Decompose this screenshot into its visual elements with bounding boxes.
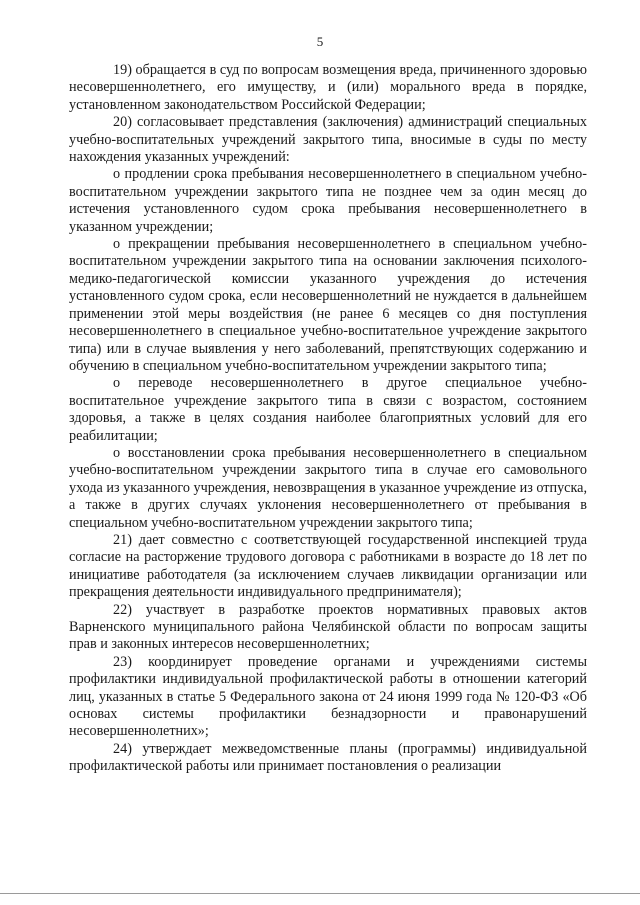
document-body [69,62,587,776]
paragraph-23: 23) координирует проведение органами и учреждениями системы профилактики индивидуальной профилактической работы в отношении категорий лиц, указанных в статье 5 Федерального закона от 24 июня 1999 года № 120-ФЗ «Об основах системы профилактики безнадзорности и правонарушений несовершеннолетних»; [69,653,587,740]
paragraph-19: 19) обращается в суд по вопросам возмещения вреда, причиненного здоровью несовершеннолетнего, его имуществу, и (или) морального вреда в порядке, установленном законодательством Российской Федерации; [69,62,587,113]
paragraph-20: 20) согласовывает представления (заключения) администраций специальных учебно-воспитательных учреждений закрытого типа, вносимые в суды по месту нахождения указанных учреждений: [69,114,587,166]
paragraph-20-restoration: о восстановлении срока пребывания несовершеннолетнего в специальном учебно-воспитательном учреждении закрытого типа в случае его самовольного ухода из указанного учреждения, невозвращения в указанное учреждение из отпуска, а также в других случаях уклонения несовершеннолетнего от пребывания в специальном учебно-воспитательном учреждении закрытого типа; [69,444,587,531]
paragraph-20-extension: о продлении срока пребывания несовершеннолетнего в специальном учебно-воспитательном учреждении закрытого типа не позднее чем за один месяц до истечения установленного судом срока пребывания несовершеннолетнего в указанном учреждении; [69,166,587,235]
page-bottom-rule [0,893,640,894]
paragraph-20-transfer: о переводе несовершеннолетнего в другое специальное учебно-воспитательное учреждение закрытого типа в связи с возрастом, состоянием здоровья, а также в целях создания наиболее благоприятных условий для его реабилитации; [69,375,587,444]
paragraph-24: 24) утверждает межведомственные планы (программы) индивидуальной профилактической работы или принимает постановления о реализации [69,740,587,775]
paragraph-22: 22) участвует в разработке проектов нормативных правовых актов Варненского муниципального района Челябинской области по вопросам защиты прав и законных интересов несовершеннолетних; [69,601,587,653]
paragraph-21: 21) дает совместно с соответствующей государственной инспекцией труда согласие на расторжение трудового договора с работниками в возрасте до 18 лет по инициативе работодателя (за исключением случаев ликвидации организации или прекращения деятельности индивидуального предпринимателя); [69,531,587,601]
page-number: 5 [316,34,324,49]
paragraph-20-termination: о прекращении пребывания несовершеннолетнего в специальном учебно-воспитательном учреждении закрытого типа на основании заключения психолого-медико-педагогической комиссии указанного учреждения до истечения установленного судом срока, если несовершеннолетний не нуждается в дальнейшем применении этой меры воздействия (не ранее 6 месяцев со дня поступления несовершеннолетнего в специальное учебно-воспитательное учреждение закрытого типа) или в случае выявления у него заболеваний, препятствующих содержанию и обучению в специальном учебно-воспитательном учреждении закрытого типа; [69,236,587,374]
